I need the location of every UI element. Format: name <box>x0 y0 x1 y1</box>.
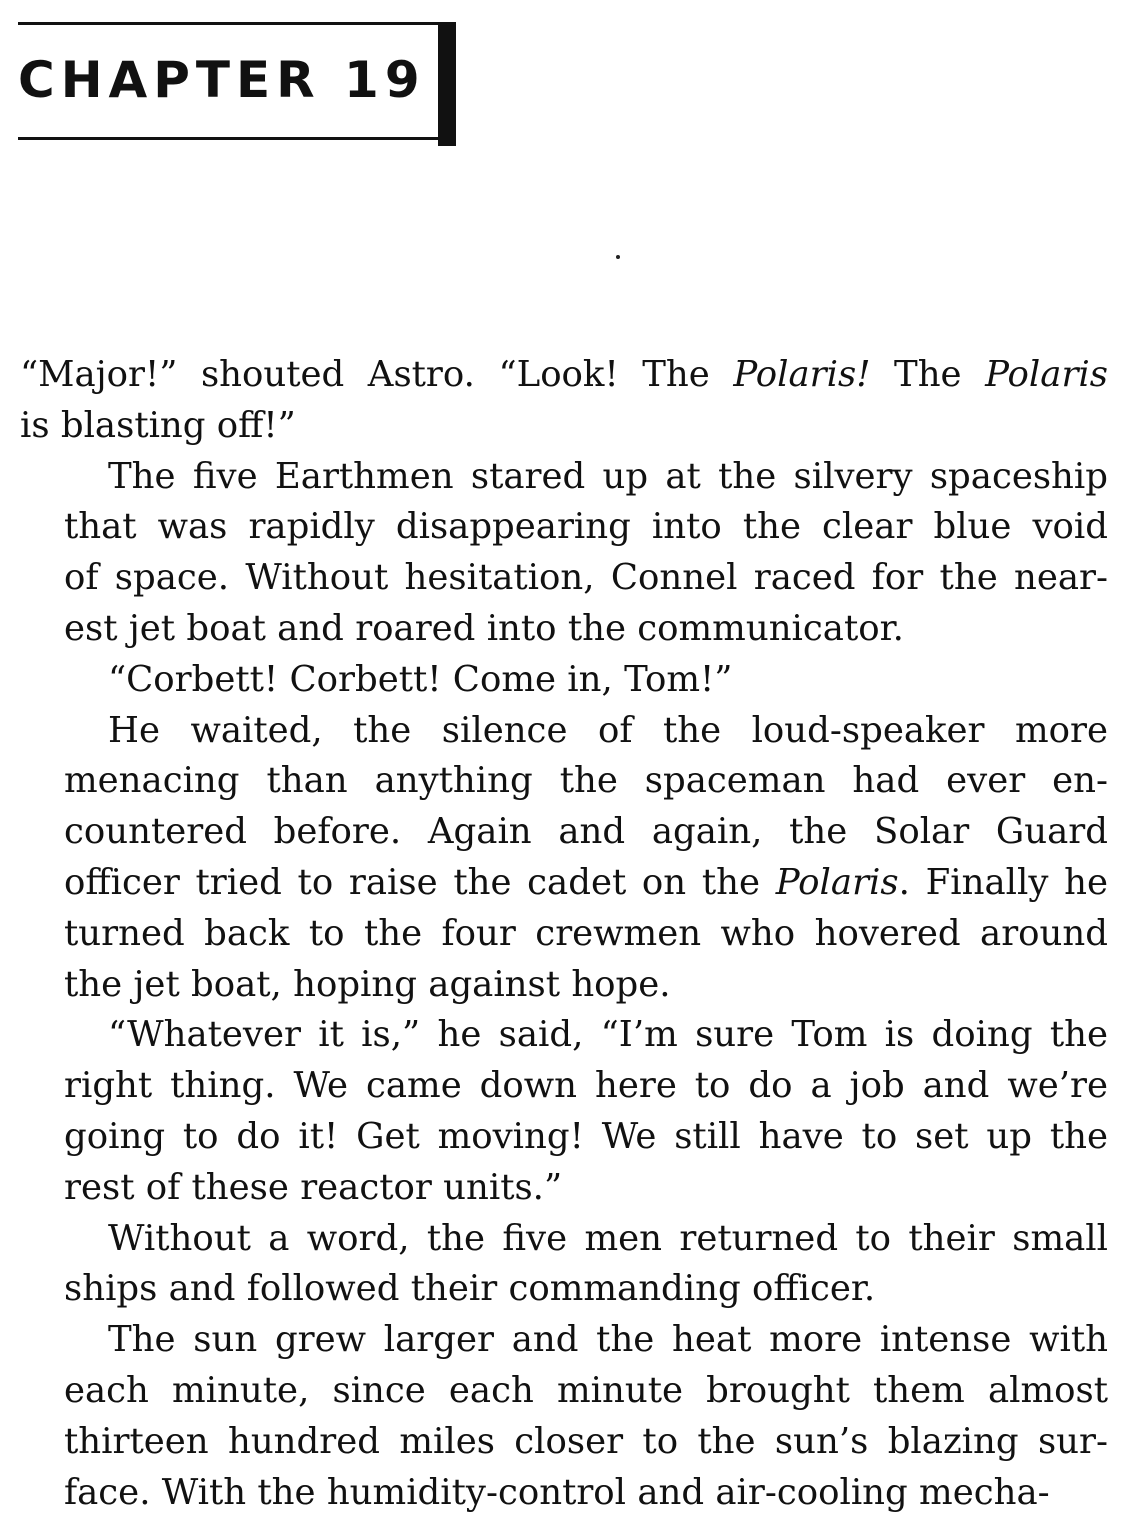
paragraph <box>20 655 1108 706</box>
print-speck <box>616 255 620 259</box>
text-run: “Whatever it is,” he said, “I’m sure Tom is doing the <box>108 1014 1108 1056</box>
text-line <box>20 706 1108 757</box>
text-line <box>20 1264 1108 1315</box>
text-line <box>20 1163 1108 1214</box>
text-run: ships and followed their commanding officer. <box>64 1268 876 1310</box>
text-line <box>20 1468 1108 1519</box>
text-run: Without a word, the five men returned to their small <box>108 1217 1108 1259</box>
text-run: He waited, the silence of the loud-speaker more <box>108 709 1108 751</box>
text-run: thirteen hundred miles closer to the sun’s blazing sur- <box>64 1420 1108 1462</box>
italic-ship-name: Polaris <box>775 861 899 903</box>
text-line <box>20 655 1108 706</box>
text-line <box>20 960 1108 1011</box>
text-run: that was rapidly disappearing into the clear blue void <box>64 506 1108 548</box>
text-run: rest of these reactor units.” <box>64 1166 563 1208</box>
text-run: of space. Without hesitation, Connel raced for the near- <box>64 557 1108 599</box>
text-line <box>20 1214 1108 1265</box>
paragraph <box>20 452 1108 655</box>
text-run: The sun grew larger and the heat more intense with <box>108 1319 1108 1361</box>
text-run: is blasting off!” <box>20 404 296 446</box>
text-line <box>20 401 1108 452</box>
text-run: “Corbett! Corbett! Come in, Tom!” <box>108 658 733 700</box>
text-line <box>20 452 1108 503</box>
text-line <box>20 1010 1108 1061</box>
text-line <box>20 604 1108 655</box>
text-line <box>20 1315 1108 1366</box>
paragraph <box>20 1315 1108 1518</box>
text-run: going to do it! Get moving! We still have to set up the <box>64 1115 1108 1157</box>
text-run: countered before. Again and again, the Solar Guard <box>64 811 1108 853</box>
chapter-heading-bar <box>438 22 456 146</box>
text-line <box>20 858 1108 909</box>
text-line <box>20 1061 1108 1112</box>
text-run: . Finally he <box>898 861 1108 903</box>
text-run: right thing. We came down here to do a job and we’re <box>64 1065 1108 1107</box>
text-run: The <box>870 354 986 395</box>
text-line <box>20 807 1108 858</box>
text-run: turned back to the four crewmen who hovered around <box>64 912 1108 954</box>
text-run: the jet boat, hoping against hope. <box>64 963 671 1005</box>
text-line <box>20 502 1108 553</box>
text-line <box>20 1112 1108 1163</box>
text-run: The five Earthmen stared up at the silvery spaceship <box>108 455 1108 497</box>
paragraph <box>20 1010 1108 1213</box>
paragraph <box>20 706 1108 1011</box>
italic-ship-name: Polaris! <box>733 354 871 395</box>
text-run: “Major!” shouted Astro. “Look! The <box>20 354 734 395</box>
chapter-body <box>20 350 1108 1518</box>
text-run: menacing than anything the spaceman had ever en- <box>64 760 1108 802</box>
text-line <box>20 909 1108 960</box>
text-run: est jet boat and roared into the communicator. <box>64 607 904 649</box>
text-line <box>20 756 1108 807</box>
text-run: each minute, since each minute brought them almost <box>64 1369 1108 1411</box>
text-line <box>20 1366 1108 1417</box>
chapter-heading: CHAPTER 19 <box>18 51 426 109</box>
italic-ship-name: Polaris <box>985 354 1108 395</box>
paragraph <box>20 1214 1108 1316</box>
text-line <box>20 350 1108 401</box>
text-run: officer tried to raise the cadet on the <box>64 861 776 903</box>
text-line <box>20 553 1108 604</box>
text-run: face. With the humidity-control and air-cooling mecha- <box>64 1471 1050 1513</box>
paragraph <box>20 350 1108 452</box>
text-line <box>20 1417 1108 1468</box>
